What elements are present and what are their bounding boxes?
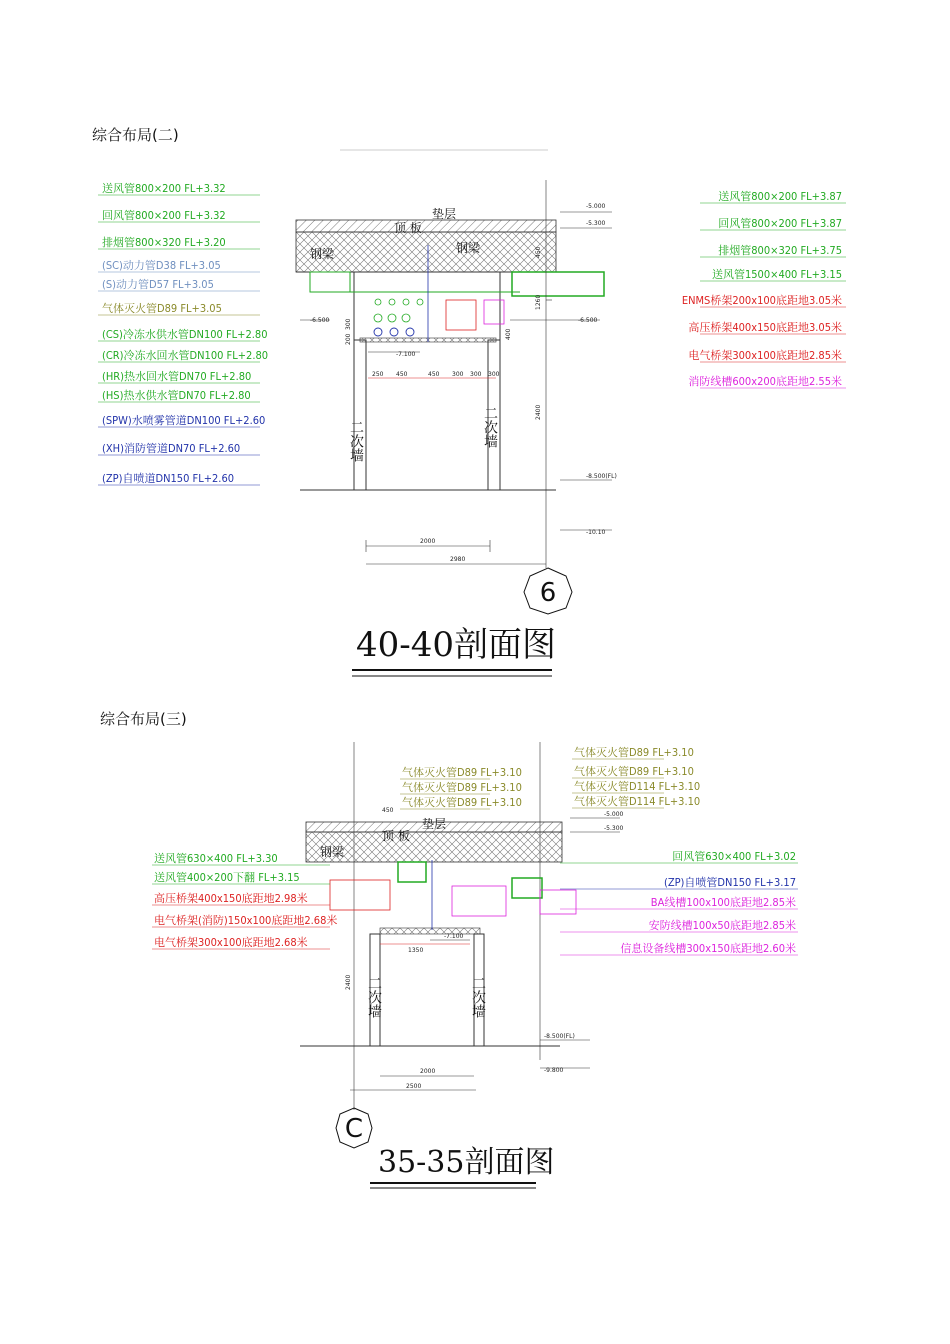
s2-left-label-3: 电气桥架(消防)150x100底距地2.68米 [154,914,338,927]
s2-top-right-label-1: 气体灭火管D89 FL+3.10 [574,765,694,778]
svg-text:300: 300 [488,371,500,378]
svg-text:450: 450 [382,807,394,814]
s2-wall-right-label: 二次墙 [470,976,486,1018]
s1-wall-left [354,340,366,490]
s2-elev-5: -9.800 [544,1067,564,1074]
s1-wall-right-label: 二次墙 [482,406,498,448]
s1-right-label-3: 送风管1500×400 FL+3.15 [711,268,842,281]
svg-text:250: 250 [372,371,384,378]
s2-elev-2: -5.300 [604,825,624,832]
svg-text:1350: 1350 [408,947,424,954]
s2-right-label-1: (ZP)自喷管DN150 FL+3.17 [663,876,796,889]
s2-left-label-1: 送风管400×200下翻 FL+3.15 [154,871,300,884]
s2-duct-supply [398,862,426,882]
s1-left-label-0: 送风管800×200 FL+3.32 [102,182,226,195]
s1-right-label-0: 送风管800×200 FL+3.87 [718,190,842,203]
s1-left-label-1: 回风管800×200 FL+3.32 [102,209,226,222]
svg-text:300: 300 [470,371,482,378]
s2-left-label-2: 高压桥架400x150底距地2.98米 [154,892,308,905]
s1-left-label-9: (HS)热水供水管DN70 FL+2.80 [102,389,251,402]
s1-cushion-label: 垫层 [432,207,457,221]
s2-dim-2500: 2500 [406,1083,422,1090]
s2-top-right-label-2: 气体灭火管D114 FL+3.10 [574,780,701,793]
s2-title: 35-35剖面图 [378,1145,555,1180]
s1-beam-left-label: 钢梁 [310,247,335,261]
s1-elev-3: -6.500 [310,317,330,324]
s1-dim-400: 400 [505,328,512,340]
s1-left-label-12: (ZP)自喷道DN150 FL+2.60 [102,472,235,485]
s2-roof-label: 顶 板 [382,829,410,843]
s2-top-right-label-3: 气体灭火管D114 FL+3.10 [574,795,701,808]
s2-wall-left-label: 二次墙 [366,976,382,1018]
s1-left-label-2: 排烟管800×320 FL+3.20 [102,236,226,249]
s1-left-label-8: (HR)热水回水管DN70 FL+2.80 [102,370,252,383]
s1-dim-300: 300 [345,318,352,330]
s1-cushion [296,220,556,232]
s1-dim-1260: 1260 [535,294,542,310]
s1-right-label-6: 电气桥架300x100底距地2.85米 [688,349,842,362]
s1-right-label-5: 高压桥架400x150底距地3.05米 [688,321,842,334]
s1-elev-6: -8.500(FL) [586,473,617,480]
s2-top-left-label-1: 气体灭火管D89 FL+3.10 [402,781,522,794]
s2-elev-1: -5.000 [604,811,624,818]
s2-right-label-2: BA线槽100x100底距地2.85米 [650,896,796,909]
svg-text:450: 450 [428,371,440,378]
s1-elev-1: -5.000 [586,203,606,210]
s1-left-label-11: (XH)消防管道DN70 FL+2.60 [102,442,241,455]
s1-elev-5: -7.100 [396,351,416,358]
s2-left-label-0: 送风管630×400 FL+3.30 [154,852,278,865]
s1-axis-marker-label: 6 [539,578,557,608]
s1-dim-2000: 2000 [420,538,436,545]
s2-top-left-label-2: 气体灭火管D89 FL+3.10 [402,796,522,809]
s2-right-label-0: 回风管630×400 FL+3.02 [672,850,796,863]
s2-dim-2000: 2000 [420,1068,436,1075]
section1-drawing [98,150,846,676]
s2-top-left-label-0: 气体灭火管D89 FL+3.10 [402,766,522,779]
s1-roof-label: 顶 板 [394,221,422,235]
s1-left-label-5: 气体灭火管D89 FL+3.05 [102,302,222,315]
s1-title: 40-40剖面图 [356,625,557,665]
s2-cushion-label: 垫层 [422,817,447,831]
s1-dim-2980: 2980 [450,556,466,563]
s1-left-label-10: (SPW)水喷雾管道DN100 FL+2.60 [102,414,266,427]
section1-heading: 综合布局(二) [92,126,179,144]
s1-left-label-4: (S)动力管D57 FL+3.05 [102,278,214,291]
s2-dim-2400: 2400 [345,974,352,990]
s1-left-label-6: (CS)冷冻水供水管DN100 FL+2.80 [102,328,268,341]
svg-text:300: 300 [452,371,464,378]
section2-drawing [152,742,798,1188]
s1-elev-4: -6.500 [578,317,598,324]
s1-right-label-2: 排烟管800×320 FL+3.75 [718,244,842,257]
section2-heading: 综合布局(三) [100,710,187,728]
s2-beam-label: 钢梁 [320,845,345,859]
s1-beam-right-label: 钢梁 [456,241,481,255]
s2-axis-marker-label: C [344,1114,364,1144]
s2-elev-3: -7.100 [444,933,464,940]
s2-duct-return [512,878,542,898]
s1-wall-left-label: 二次墙 [348,420,364,462]
s2-right-label-3: 安防线槽100x50底距地2.85米 [648,919,796,932]
s1-right-label-1: 回风管800×200 FL+3.87 [718,217,842,230]
s1-elev-2: -5.300 [586,220,606,227]
s1-elev-7: -10.10 [586,529,606,536]
s1-dim-2400: 2400 [535,404,542,420]
s1-roof-slab [296,232,556,272]
s1-dim-450: 450 [535,246,542,258]
s1-right-label-4: ENMS桥架200x100底距地3.05米 [681,294,842,307]
s1-left-label-3: (SC)动力管D38 FL+3.05 [102,259,221,272]
s1-dim-200: 200 [345,333,352,345]
s2-roof-slab [306,832,562,862]
s2-right-label-4: 信息设备线槽300x150底距地2.60米 [620,942,796,955]
svg-text:450: 450 [396,371,408,378]
s2-top-right-label-0: 气体灭火管D89 FL+3.10 [574,746,694,759]
s1-left-label-7: (CR)冷冻水回水管DN100 FL+2.80 [102,349,269,362]
s2-left-label-4: 电气桥架300x100底距地2.68米 [154,936,308,949]
s1-duct-supply [512,272,604,296]
s2-elev-4: -8.500(FL) [544,1033,575,1040]
s1-right-label-7: 消防线槽600x200底距地2.55米 [688,375,842,388]
